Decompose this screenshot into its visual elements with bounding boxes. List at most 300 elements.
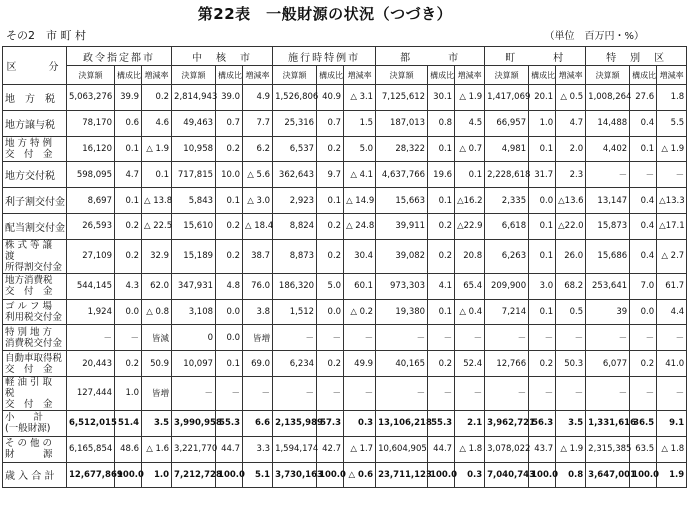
- table-cell: △ 1.7: [344, 436, 376, 462]
- subcolumn-header: 構成比: [216, 66, 243, 85]
- table-cell: 0.4: [630, 110, 657, 136]
- table-cell: 皆増: [243, 325, 273, 351]
- table-cell: 13,106,218: [376, 410, 428, 436]
- table-cell: 6,512,015: [67, 410, 115, 436]
- table-cell: △ 0.5: [556, 85, 586, 111]
- table-cell: 39.0: [216, 85, 243, 111]
- group-header: 特 別 区: [586, 47, 687, 66]
- subcolumn-header: 増減率: [344, 66, 376, 85]
- table-cell: 7,212,728: [172, 462, 216, 488]
- table-cell: 253,641: [586, 273, 630, 299]
- table-cell: 0.1: [630, 136, 657, 162]
- table-cell: 3,078,022: [485, 436, 529, 462]
- table-cell: 0.1: [428, 188, 455, 214]
- row-label: 地 方 税: [3, 85, 67, 111]
- table-cell: －: [243, 376, 273, 410]
- row-label: 地 方 特 例 交 付 金: [3, 136, 67, 162]
- table-cell: △ 14.9: [344, 188, 376, 214]
- table-cell: 6,234: [273, 351, 317, 377]
- group-header: 町 村: [485, 47, 586, 66]
- table-cell: －: [586, 325, 630, 351]
- table-cell: 2,923: [273, 188, 317, 214]
- table-row: [3, 110, 687, 136]
- subcolumn-header: 決算額: [172, 66, 216, 85]
- table-cell: 0.2: [317, 239, 344, 273]
- table-cell: 2.1: [455, 410, 485, 436]
- table-cell: 973,303: [376, 273, 428, 299]
- table-cell: 2,814,943: [172, 85, 216, 111]
- table-cell: 0.2: [317, 136, 344, 162]
- table-cell: 0.1: [529, 239, 556, 273]
- table-cell: △13.3: [657, 188, 687, 214]
- table-cell: 27.6: [630, 85, 657, 111]
- table-cell: 8,873: [273, 239, 317, 273]
- table-cell: 9.7: [317, 162, 344, 188]
- table-cell: △ 1.9: [455, 85, 485, 111]
- table-cell: 26.0: [556, 239, 586, 273]
- table-cell: 4.3: [115, 273, 142, 299]
- table-cell: 7,214: [485, 299, 529, 325]
- table-cell: △ 3.1: [344, 85, 376, 111]
- subcolumn-header: 構成比: [630, 66, 657, 85]
- table-cell: △ 18.4: [243, 213, 273, 239]
- table-cell: －: [630, 162, 657, 188]
- table-cell: 26,593: [67, 213, 115, 239]
- table-cell: △ 0.7: [455, 136, 485, 162]
- table-cell: －: [273, 325, 317, 351]
- table-cell: 4.1: [428, 273, 455, 299]
- table-cell: 3,990,958: [172, 410, 216, 436]
- table-cell: 7,125,612: [376, 85, 428, 111]
- table-cell: 100.0: [428, 462, 455, 488]
- table-cell: 7.7: [243, 110, 273, 136]
- table-row: [3, 136, 687, 162]
- row-label: 軽 油 引 取 税 交 付 金: [3, 376, 67, 410]
- table-cell: 0.2: [428, 351, 455, 377]
- table-cell: 3,962,721: [485, 410, 529, 436]
- table-cell: 0.4: [630, 188, 657, 214]
- table-cell: 19.6: [428, 162, 455, 188]
- table-cell: 15,189: [172, 239, 216, 273]
- table-cell: 0.2: [317, 213, 344, 239]
- table-cell: 39: [586, 299, 630, 325]
- table-cell: 1.5: [344, 110, 376, 136]
- section-subtitle: その2 市 町 村: [6, 29, 86, 42]
- table-cell: 10,604,905: [376, 436, 428, 462]
- row-label: 自動車取得税 交 付 金: [3, 351, 67, 377]
- group-header: 都 市: [376, 47, 485, 66]
- table-cell: 6,165,854: [67, 436, 115, 462]
- table-cell: 20,443: [67, 351, 115, 377]
- table-cell: 0.8: [428, 110, 455, 136]
- table-cell: △ 0.8: [142, 299, 172, 325]
- table-cell: －: [485, 376, 529, 410]
- row-label: 株 式 等 譲 渡 所得割交付金: [3, 239, 67, 273]
- table-cell: 4.7: [556, 110, 586, 136]
- group-header: 施行時特例市: [273, 47, 376, 66]
- table-cell: 25,316: [273, 110, 317, 136]
- table-cell: △ 5.6: [243, 162, 273, 188]
- table-cell: －: [317, 376, 344, 410]
- row-label: 配当割交付金: [3, 213, 67, 239]
- table-cell: －: [455, 325, 485, 351]
- table-cell: 2.0: [556, 136, 586, 162]
- table-body: [3, 85, 687, 488]
- table-cell: 3.5: [142, 410, 172, 436]
- table-cell: －: [586, 376, 630, 410]
- table-cell: －: [172, 376, 216, 410]
- table-cell: 6,077: [586, 351, 630, 377]
- table-cell: 3.8: [243, 299, 273, 325]
- table-cell: 50.3: [556, 351, 586, 377]
- table-cell: 69.0: [243, 351, 273, 377]
- table-cell: 13,147: [586, 188, 630, 214]
- table-cell: 0.2: [428, 213, 455, 239]
- table-cell: 19,380: [376, 299, 428, 325]
- table-row: [3, 376, 687, 410]
- table-cell: 4,981: [485, 136, 529, 162]
- table-cell: 4.6: [142, 110, 172, 136]
- subcolumn-header-row: [3, 66, 687, 85]
- table-cell: 0.2: [216, 239, 243, 273]
- table-cell: 42.7: [317, 436, 344, 462]
- table-cell: 1,594,174: [273, 436, 317, 462]
- table-row: [3, 410, 687, 436]
- table-cell: △ 1.9: [142, 136, 172, 162]
- table-cell: 0.3: [455, 462, 485, 488]
- table-cell: 0.1: [428, 299, 455, 325]
- table-cell: －: [657, 376, 687, 410]
- table-cell: 39.9: [115, 85, 142, 111]
- table-row: [3, 436, 687, 462]
- table-cell: 49.9: [344, 351, 376, 377]
- table-cell: 187,013: [376, 110, 428, 136]
- table-cell: 1.9: [657, 462, 687, 488]
- table-cell: △ 2.7: [657, 239, 687, 273]
- table-cell: △ 0.2: [344, 299, 376, 325]
- table-cell: 1,008,264: [586, 85, 630, 111]
- table-cell: 3,108: [172, 299, 216, 325]
- table-cell: 0.1: [115, 136, 142, 162]
- table-cell: △ 1.6: [142, 436, 172, 462]
- table-cell: △ 4.1: [344, 162, 376, 188]
- row-label: 地方交付税: [3, 162, 67, 188]
- table-cell: －: [428, 376, 455, 410]
- table-cell: 3.5: [556, 410, 586, 436]
- table-cell: －: [344, 325, 376, 351]
- table-cell: 100.0: [317, 462, 344, 488]
- table-cell: 38.7: [243, 239, 273, 273]
- table-cell: 15,663: [376, 188, 428, 214]
- table-cell: 5.0: [317, 273, 344, 299]
- table-cell: 0.2: [115, 239, 142, 273]
- table-cell: 皆減: [142, 325, 172, 351]
- table-cell: 55.3: [216, 410, 243, 436]
- table-cell: －: [428, 325, 455, 351]
- table-cell: 0.0: [216, 299, 243, 325]
- table-cell: △17.1: [657, 213, 687, 239]
- table-cell: 209,900: [485, 273, 529, 299]
- table-cell: 63.5: [630, 436, 657, 462]
- table-cell: △13.6: [556, 188, 586, 214]
- table-cell: 3.0: [529, 273, 556, 299]
- table-cell: －: [376, 376, 428, 410]
- table-cell: △ 0.4: [455, 299, 485, 325]
- table-cell: 6,537: [273, 136, 317, 162]
- table-cell: 100.0: [216, 462, 243, 488]
- table-cell: △ 1.8: [657, 436, 687, 462]
- table-cell: 0.0: [630, 299, 657, 325]
- table-cell: 30.4: [344, 239, 376, 273]
- table-cell: －: [344, 376, 376, 410]
- table-cell: 0.4: [630, 213, 657, 239]
- table-cell: 2,335: [485, 188, 529, 214]
- table-cell: 0.2: [428, 239, 455, 273]
- table-cell: 4.8: [216, 273, 243, 299]
- category-header: 区 分: [3, 47, 67, 85]
- table-cell: 78,170: [67, 110, 115, 136]
- table-row: [3, 188, 687, 214]
- table-cell: 0.2: [115, 351, 142, 377]
- table-cell: 362,643: [273, 162, 317, 188]
- table-cell: △22.9: [455, 213, 485, 239]
- table-cell: 49,463: [172, 110, 216, 136]
- table-cell: 0.0: [216, 325, 243, 351]
- table-cell: 1.0: [115, 376, 142, 410]
- table-cell: △ 3.0: [243, 188, 273, 214]
- table-cell: 6,618: [485, 213, 529, 239]
- table-cell: 4.5: [455, 110, 485, 136]
- table-cell: 347,931: [172, 273, 216, 299]
- group-header: 中 核 市: [172, 47, 273, 66]
- table-cell: △ 1.9: [657, 136, 687, 162]
- table-cell: 3,730,163: [273, 462, 317, 488]
- subcolumn-header: 構成比: [428, 66, 455, 85]
- table-cell: 6.2: [243, 136, 273, 162]
- table-cell: 2,135,989: [273, 410, 317, 436]
- table-cell: 7.0: [630, 273, 657, 299]
- table-cell: 3,647,001: [586, 462, 630, 488]
- table-cell: 44.7: [428, 436, 455, 462]
- table-cell: 0.0: [317, 299, 344, 325]
- table-cell: 5,843: [172, 188, 216, 214]
- subcolumn-header: 増減率: [142, 66, 172, 85]
- table-cell: 8,697: [67, 188, 115, 214]
- table-cell: －: [216, 376, 243, 410]
- table-cell: 2,228,618: [485, 162, 529, 188]
- table-cell: 3.3: [243, 436, 273, 462]
- subcolumn-header: 構成比: [115, 66, 142, 85]
- table-cell: 10.0: [216, 162, 243, 188]
- table-cell: 0.3: [344, 410, 376, 436]
- table-cell: 4.7: [115, 162, 142, 188]
- table-cell: 2,315,385: [586, 436, 630, 462]
- table-cell: △16.2: [455, 188, 485, 214]
- table-cell: 0.2: [216, 213, 243, 239]
- table-cell: －: [630, 376, 657, 410]
- table-header: [3, 47, 687, 85]
- table-cell: 36.5: [630, 410, 657, 436]
- table-cell: 76.0: [243, 273, 273, 299]
- table-cell: 0.4: [630, 239, 657, 273]
- table-cell: 23,711,123: [376, 462, 428, 488]
- table-cell: △22.0: [556, 213, 586, 239]
- table-row: [3, 162, 687, 188]
- table-cell: －: [657, 162, 687, 188]
- table-cell: 40,165: [376, 351, 428, 377]
- subcolumn-header: 増減率: [657, 66, 687, 85]
- table-cell: 43.7: [529, 436, 556, 462]
- table-cell: 0.2: [142, 85, 172, 111]
- table-cell: 0.1: [529, 136, 556, 162]
- table-cell: 1.8: [657, 85, 687, 111]
- table-cell: △ 24.8: [344, 213, 376, 239]
- table-cell: －: [529, 376, 556, 410]
- table-cell: 30.1: [428, 85, 455, 111]
- table-cell: 0.1: [529, 213, 556, 239]
- subcolumn-header: 決算額: [586, 66, 630, 85]
- table-cell: 50.9: [142, 351, 172, 377]
- subcolumn-header: 増減率: [243, 66, 273, 85]
- table-cell: 0.6: [115, 110, 142, 136]
- table-cell: 60.1: [344, 273, 376, 299]
- table-cell: 52.4: [455, 351, 485, 377]
- table-cell: 0.7: [216, 110, 243, 136]
- table-cell: 15,686: [586, 239, 630, 273]
- table-cell: 39,082: [376, 239, 428, 273]
- table-cell: 3,221,770: [172, 436, 216, 462]
- table-row: [3, 85, 687, 111]
- table-cell: 9.1: [657, 410, 687, 436]
- table-cell: 40.9: [317, 85, 344, 111]
- unit-note: （単位 百万円・%）: [544, 31, 644, 42]
- table-cell: 48.6: [115, 436, 142, 462]
- table-cell: 61.7: [657, 273, 687, 299]
- row-label: 歳 入 合 計: [3, 462, 67, 488]
- table-cell: 20.8: [455, 239, 485, 273]
- table-cell: 28,322: [376, 136, 428, 162]
- table-cell: △ 0.6: [344, 462, 376, 488]
- table-cell: －: [376, 325, 428, 351]
- subcolumn-header: 決算額: [273, 66, 317, 85]
- row-label: 地方消費税 交 付 金: [3, 273, 67, 299]
- table-cell: －: [556, 376, 586, 410]
- table-cell: 0.2: [529, 351, 556, 377]
- row-label: 特 別 地 方 消費税交付金: [3, 325, 67, 351]
- table-cell: －: [556, 325, 586, 351]
- table-cell: 4,637,766: [376, 162, 428, 188]
- table-cell: 10,958: [172, 136, 216, 162]
- table-cell: 0.2: [216, 136, 243, 162]
- row-label: 小 計 (一般財源): [3, 410, 67, 436]
- subcolumn-header: 増減率: [455, 66, 485, 85]
- table-cell: 0.2: [115, 213, 142, 239]
- table-cell: 0.1: [115, 188, 142, 214]
- table-row: [3, 299, 687, 325]
- table-cell: 0.1: [216, 351, 243, 377]
- table-cell: －: [586, 162, 630, 188]
- table-cell: △ 1.8: [455, 436, 485, 462]
- table-cell: 0.0: [529, 188, 556, 214]
- table-cell: 0.5: [556, 299, 586, 325]
- table-cell: 717,815: [172, 162, 216, 188]
- table-cell: 0.8: [556, 462, 586, 488]
- table-cell: 10,097: [172, 351, 216, 377]
- table-cell: 4.4: [657, 299, 687, 325]
- subcolumn-header: 決算額: [485, 66, 529, 85]
- table-cell: 0: [172, 325, 216, 351]
- table-cell: △ 22.5: [142, 213, 172, 239]
- table-cell: －: [273, 376, 317, 410]
- table-cell: 1,526,806: [273, 85, 317, 111]
- table-cell: 41.0: [657, 351, 687, 377]
- table-cell: 68.2: [556, 273, 586, 299]
- table-cell: －: [455, 376, 485, 410]
- table-cell: 66,957: [485, 110, 529, 136]
- table-cell: 51.4: [115, 410, 142, 436]
- table-cell: 0.7: [317, 110, 344, 136]
- table-cell: 12,766: [485, 351, 529, 377]
- table-cell: 27,109: [67, 239, 115, 273]
- table-cell: 16,120: [67, 136, 115, 162]
- row-label: そ の 他 の 財 源: [3, 436, 67, 462]
- table-cell: 0.1: [455, 162, 485, 188]
- table-cell: －: [115, 325, 142, 351]
- table-cell: 20.1: [529, 85, 556, 111]
- table-cell: 598,095: [67, 162, 115, 188]
- table-cell: 1,512: [273, 299, 317, 325]
- table-cell: 39,911: [376, 213, 428, 239]
- table-cell: 15,873: [586, 213, 630, 239]
- table-cell: 62.0: [142, 273, 172, 299]
- table-row: [3, 462, 687, 488]
- table-cell: 100.0: [529, 462, 556, 488]
- table-cell: －: [317, 325, 344, 351]
- table-row: [3, 325, 687, 351]
- table-cell: 1,924: [67, 299, 115, 325]
- table-cell: 186,320: [273, 273, 317, 299]
- finance-table: [2, 46, 687, 488]
- table-cell: 0.2: [317, 351, 344, 377]
- subcolumn-header: 増減率: [556, 66, 586, 85]
- table-row: [3, 239, 687, 273]
- table-cell: 100.0: [115, 462, 142, 488]
- table-cell: 1.0: [529, 110, 556, 136]
- table-cell: 0.0: [115, 299, 142, 325]
- table-row: [3, 273, 687, 299]
- table-cell: 55.3: [428, 410, 455, 436]
- subcolumn-header: 決算額: [67, 66, 115, 85]
- table-cell: 0.1: [216, 188, 243, 214]
- table-cell: 57.3: [317, 410, 344, 436]
- table-cell: 6.6: [243, 410, 273, 436]
- table-cell: 5.5: [657, 110, 687, 136]
- table-cell: 7,040,743: [485, 462, 529, 488]
- table-cell: 5.0: [344, 136, 376, 162]
- table-cell: 44.7: [216, 436, 243, 462]
- table-cell: 100.0: [630, 462, 657, 488]
- table-cell: －: [657, 325, 687, 351]
- table-cell: 皆増: [142, 376, 172, 410]
- table-cell: 4,402: [586, 136, 630, 162]
- table-row: [3, 213, 687, 239]
- row-label: 利子割交付金: [3, 188, 67, 214]
- table-cell: 14,488: [586, 110, 630, 136]
- table-cell: 0.2: [630, 351, 657, 377]
- table-cell: 6,263: [485, 239, 529, 273]
- table-cell: －: [485, 325, 529, 351]
- table-cell: 544,145: [67, 273, 115, 299]
